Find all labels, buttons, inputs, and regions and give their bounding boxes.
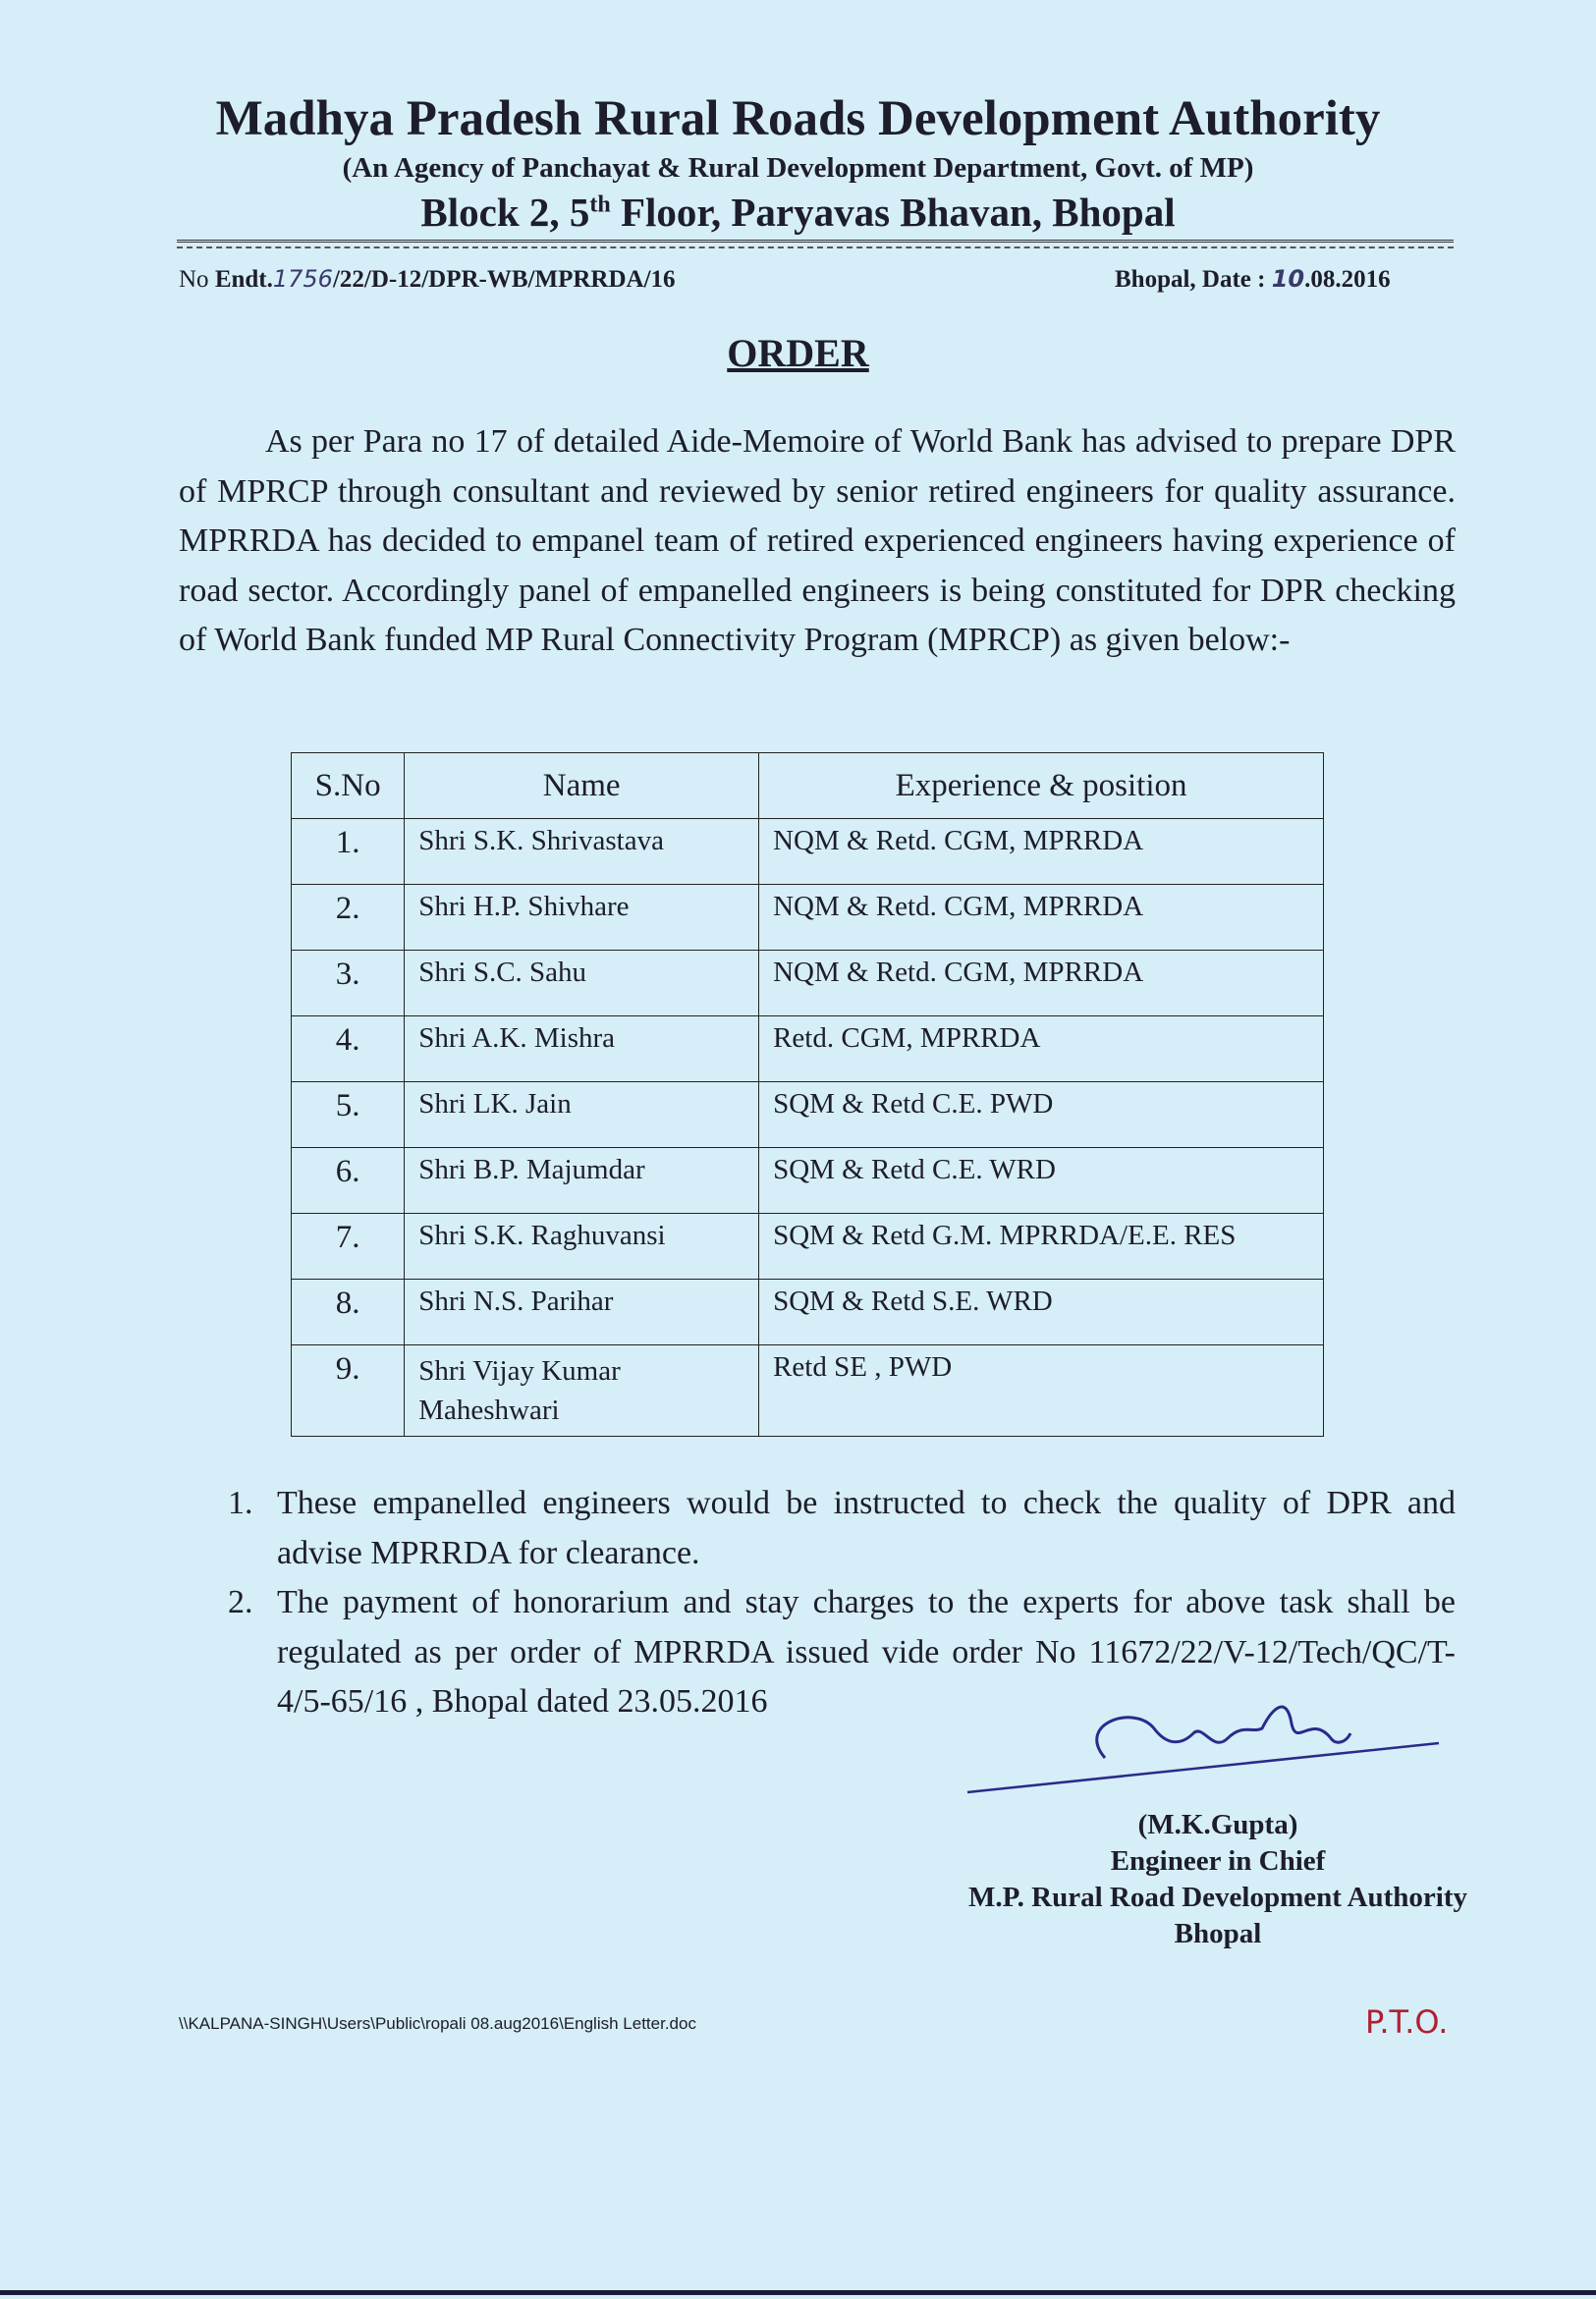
address-sup: th xyxy=(589,192,611,218)
address-post: Floor, Paryavas Bhavan, Bhopal xyxy=(610,190,1176,235)
row-experience: SQM & Retd G.M. MPRRDA/E.E. RES xyxy=(759,1214,1324,1280)
row-name: Shri B.P. Majumdar xyxy=(405,1148,759,1214)
reference-number xyxy=(179,265,676,294)
row-sno: 6. xyxy=(292,1148,405,1214)
ref-suffix: /22/D-12/DPR-WB/MPRRDA/16 xyxy=(332,266,676,293)
list-item-number: 2. xyxy=(228,1584,253,1620)
row-experience: Retd SE , PWD xyxy=(759,1345,1324,1437)
signatory-organisation: M.P. Rural Road Development Authority xyxy=(967,1882,1468,1913)
table-row xyxy=(292,1148,1324,1214)
order-title: ORDER xyxy=(727,331,869,375)
pto-note: P.T.O. xyxy=(1365,2003,1449,2041)
handwritten-day: 10 xyxy=(1271,265,1305,293)
row-sno: 8. xyxy=(292,1280,405,1345)
row-experience: NQM & Retd. CGM, MPRRDA xyxy=(759,951,1324,1016)
agency-line: (An Agency of Panchayat & Rural Development Department, Govt. of MP) xyxy=(342,152,1254,184)
table-row xyxy=(292,819,1324,885)
row-experience: SQM & Retd C.E. PWD xyxy=(759,1082,1324,1148)
address-line xyxy=(0,189,1596,236)
signature-block xyxy=(864,1807,1571,1952)
table-row xyxy=(292,1280,1324,1345)
row-sno: 4. xyxy=(292,1016,405,1082)
row-name: Shri S.C. Sahu xyxy=(405,951,759,1016)
engineer-panel-table xyxy=(291,752,1324,1437)
row-name: Shri S.K. Shrivastava xyxy=(405,819,759,885)
row-experience: SQM & Retd S.E. WRD xyxy=(759,1280,1324,1345)
row-experience: SQM & Retd C.E. WRD xyxy=(759,1148,1324,1214)
row-sno: 3. xyxy=(292,951,405,1016)
table-header-row xyxy=(292,753,1324,819)
row-sno: 2. xyxy=(292,885,405,951)
file-path-footer: \\KALPANA-SINGH\Users\Public\ropali 08.aug2016\English Letter.doc xyxy=(179,2014,696,2033)
header-experience: Experience & position xyxy=(759,753,1324,819)
ref-prefix: No xyxy=(179,266,215,293)
table-row xyxy=(292,951,1324,1016)
row-name: Shri S.K. Raghuvansi xyxy=(405,1214,759,1280)
list-item-number: 1. xyxy=(228,1485,253,1521)
row-name: Shri H.P. Shivhare xyxy=(405,885,759,951)
list-item-text: The payment of honorarium and stay charges to the experts for above task shall be regulated as per order of MPRRDA issued vide order No 11672/22/V-12/Tech/QC/T-4/5-65/16 , Bhopal dated 23.05.2016 xyxy=(277,1584,1456,1720)
endt-label: Endt. xyxy=(214,266,273,293)
address-pre: Block 2, 5 xyxy=(420,190,590,235)
signatory-place: Bhopal xyxy=(1174,1918,1262,1949)
org-name: Madhya Pradesh Rural Roads Development Authority xyxy=(215,91,1381,146)
header-name: Name xyxy=(405,753,759,819)
row-sno: 1. xyxy=(292,819,405,885)
table-row xyxy=(292,1214,1324,1280)
list-item-text: These empanelled engineers would be instructed to check the quality of DPR and advise MPRRDA for clearance. xyxy=(277,1485,1456,1571)
list-item xyxy=(228,1479,1456,1578)
signatory-designation: Engineer in Chief xyxy=(1110,1845,1326,1877)
row-name: Shri A.K. Mishra xyxy=(405,1016,759,1082)
date-line xyxy=(1115,265,1391,294)
date-rest: .08.2016 xyxy=(1304,266,1391,293)
signature-scribble xyxy=(958,1684,1449,1802)
table-row xyxy=(292,1345,1324,1437)
scan-edge xyxy=(0,2290,1596,2295)
table-row xyxy=(292,1082,1324,1148)
body-paragraph: As per Para no 17 of detailed Aide-Memoire of World Bank has advised to prepare DPR of MPRCP through consultant and reviewed by senior retired engineers for quality assurance. MPRRDA has decided to empanel team of retired experienced engineers having experience of road sector. Accordingly panel of empanelled engineers is being constituted for DPR checking of World Bank funded MP Rural Connectivity Program (MPRCP) as given below:- xyxy=(179,423,1456,658)
header-sno: S.No xyxy=(292,753,405,819)
row-sno: 5. xyxy=(292,1082,405,1148)
row-name: Shri Vijay Kumar Maheshwari xyxy=(405,1345,759,1437)
table-row xyxy=(292,1016,1324,1082)
row-experience: NQM & Retd. CGM, MPRRDA xyxy=(759,885,1324,951)
row-sno: 7. xyxy=(292,1214,405,1280)
row-name: Shri LK. Jain xyxy=(405,1082,759,1148)
header-rule-dashed xyxy=(177,246,1454,248)
row-name: Shri N.S. Parihar xyxy=(405,1280,759,1345)
header-rule xyxy=(177,240,1454,243)
signatory-name: (M.K.Gupta) xyxy=(1137,1809,1298,1840)
row-experience: NQM & Retd. CGM, MPRRDA xyxy=(759,819,1324,885)
table-row xyxy=(292,885,1324,951)
date-label: Bhopal, Date : xyxy=(1115,266,1272,293)
row-sno: 9. xyxy=(292,1345,405,1437)
row-experience: Retd. CGM, MPRRDA xyxy=(759,1016,1324,1082)
handwritten-number: 1756 xyxy=(272,265,333,293)
